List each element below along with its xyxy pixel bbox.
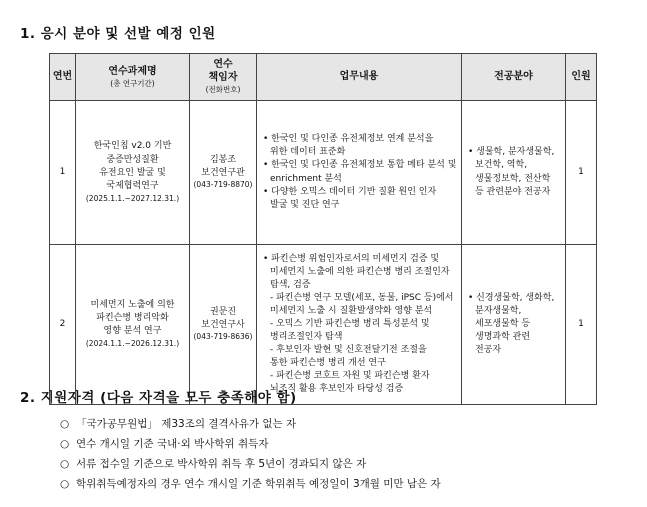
task-line: • 한국인 및 다인종 유전체정보 통합 메타 분석 및 — [263, 160, 457, 171]
manager-line: 보건연구관 — [201, 168, 245, 179]
circle-bullet-icon: ○ — [60, 478, 70, 490]
cell-major — [462, 245, 566, 405]
manager-phone: (043-719-8870) — [193, 180, 253, 190]
circle-bullet-icon: ○ — [60, 438, 70, 450]
course-line: 미세먼지 노출에 의한 — [90, 299, 175, 310]
header-no: 연번 — [50, 54, 76, 101]
manager-line: 김봉조 — [209, 155, 237, 166]
qualification-item — [60, 414, 441, 434]
course-period: (2025.1.1.~2027.12.31.) — [85, 193, 180, 203]
task-line: 미세먼지 노출 시 질환발생약화 영향 분석 — [270, 305, 433, 316]
task-line: • 다양한 오믹스 데이터 기반 질환 원인 인자 — [263, 186, 437, 197]
table-row — [50, 101, 597, 245]
circle-bullet-icon: ○ — [60, 418, 70, 430]
qualification-text: 연수 개시일 기준 국내·외 박사학위 취득자 — [76, 438, 269, 450]
section-2-title: 2. 지원자격 (다음 자격을 모두 충족해야 함) — [20, 390, 297, 406]
major-line: 보건학, 역학, — [475, 160, 528, 171]
cell-major — [462, 101, 566, 245]
major-line: 등 관련분야 전공자 — [475, 186, 551, 197]
task-line: 뇌조직 활용 후보인자 타당성 검증 — [270, 384, 404, 395]
course-line: 파킨슨병 병리악화 — [96, 313, 169, 324]
cell-course — [76, 245, 190, 405]
task-line: 병리조절인자 탐색 — [270, 332, 343, 343]
task-line: 위한 데이터 표준화 — [270, 147, 346, 158]
cell-manager — [190, 245, 257, 405]
qualification-text: 학위취득예정자의 경우 연수 개시일 기준 학위취득 예정일이 3개월 미만 남은 자 — [76, 478, 441, 490]
table-row — [50, 245, 597, 405]
manager-line: 권문진 — [209, 307, 237, 318]
cell-manager — [190, 101, 257, 245]
task-line: 발굴 및 진단 연구 — [270, 199, 340, 210]
cell-task — [257, 101, 462, 245]
course-line: 한국인칩 v2.0 기반 — [93, 141, 172, 152]
task-line: • 파킨슨병 위험인자로서의 미세먼지 검증 및 — [263, 253, 440, 264]
task-line: 통한 파킨슨병 병리 개선 연구 — [270, 358, 386, 369]
header-course-label: 연수과제명 — [108, 65, 157, 77]
task-line: - 파킨슨병 코호트 자원 및 파킨슨병 환자 — [270, 371, 430, 382]
header-manager-sub: (전화번호) — [205, 85, 241, 95]
header-course — [76, 54, 190, 101]
header-course-sub: (총 연구기간) — [110, 79, 155, 89]
major-line: 전공자 — [475, 345, 502, 356]
task-line: • 한국인 및 다인종 유전체정보 연계 분석을 — [263, 134, 434, 145]
qualification-text: 「국가공무원법」 제33조의 결격사유가 없는 자 — [76, 418, 297, 430]
table-header-row — [50, 54, 597, 101]
qualification-text: 서류 접수일 기준으로 박사학위 취득 후 5년이 경과되지 않은 자 — [76, 458, 367, 470]
cell-count: 1 — [566, 245, 597, 405]
major-line: 생명과학 관련 — [475, 332, 531, 343]
major-line: • 신경생물학, 생화학, — [468, 292, 555, 303]
task-line: 탐색, 검증 — [270, 279, 311, 290]
task-line: enrichment 분석 — [270, 173, 342, 184]
cell-task — [257, 245, 462, 405]
cell-no: 2 — [50, 245, 76, 405]
course-line: 국제협력연구 — [106, 180, 159, 191]
circle-bullet-icon: ○ — [60, 458, 70, 470]
qualification-item — [60, 434, 441, 454]
task-line: - 오믹스 기반 파킨슨병 병리 특성분석 및 — [270, 318, 430, 329]
section-1-title: 1. 응시 분야 및 선발 예정 인원 — [20, 26, 216, 42]
task-line: 미세먼지 노출에 의한 파킨슨병 병리 조절인자 — [270, 266, 450, 277]
task-line: - 파킨슨병 연구 모델(세포, 동물, iPSC 등)에서 — [270, 292, 454, 303]
cell-no: 1 — [50, 101, 76, 245]
header-major: 전공분야 — [462, 54, 566, 101]
major-line: 생물정보학, 전산학 — [475, 173, 551, 184]
manager-line: 보건연구사 — [201, 320, 245, 331]
course-line: 유전요인 발굴 및 — [99, 167, 166, 178]
qualification-list — [60, 414, 441, 494]
header-count: 인원 — [566, 54, 597, 101]
qualification-item — [60, 454, 441, 474]
cell-course — [76, 101, 190, 245]
qualification-item — [60, 474, 441, 494]
recruitment-table — [49, 53, 597, 405]
header-task: 업무내용 — [257, 54, 462, 101]
cell-count: 1 — [566, 101, 597, 245]
major-line: 세포생물학 등 — [475, 318, 531, 329]
course-line: 영향 분석 연구 — [103, 326, 162, 337]
header-manager-label: 연수 책임자 — [208, 59, 238, 83]
major-line: • 생물학, 분자생물학, — [468, 147, 555, 158]
course-line: 중증만성질환 — [106, 154, 159, 165]
manager-phone: (043-719-8636) — [193, 332, 253, 342]
course-period: (2024.1.1.~2026.12.31.) — [85, 339, 180, 349]
major-line: 분자생물학, — [475, 305, 522, 316]
header-manager — [190, 54, 257, 101]
task-line: - 후보인자 발현 및 신호전달기전 조절을 — [270, 345, 427, 356]
